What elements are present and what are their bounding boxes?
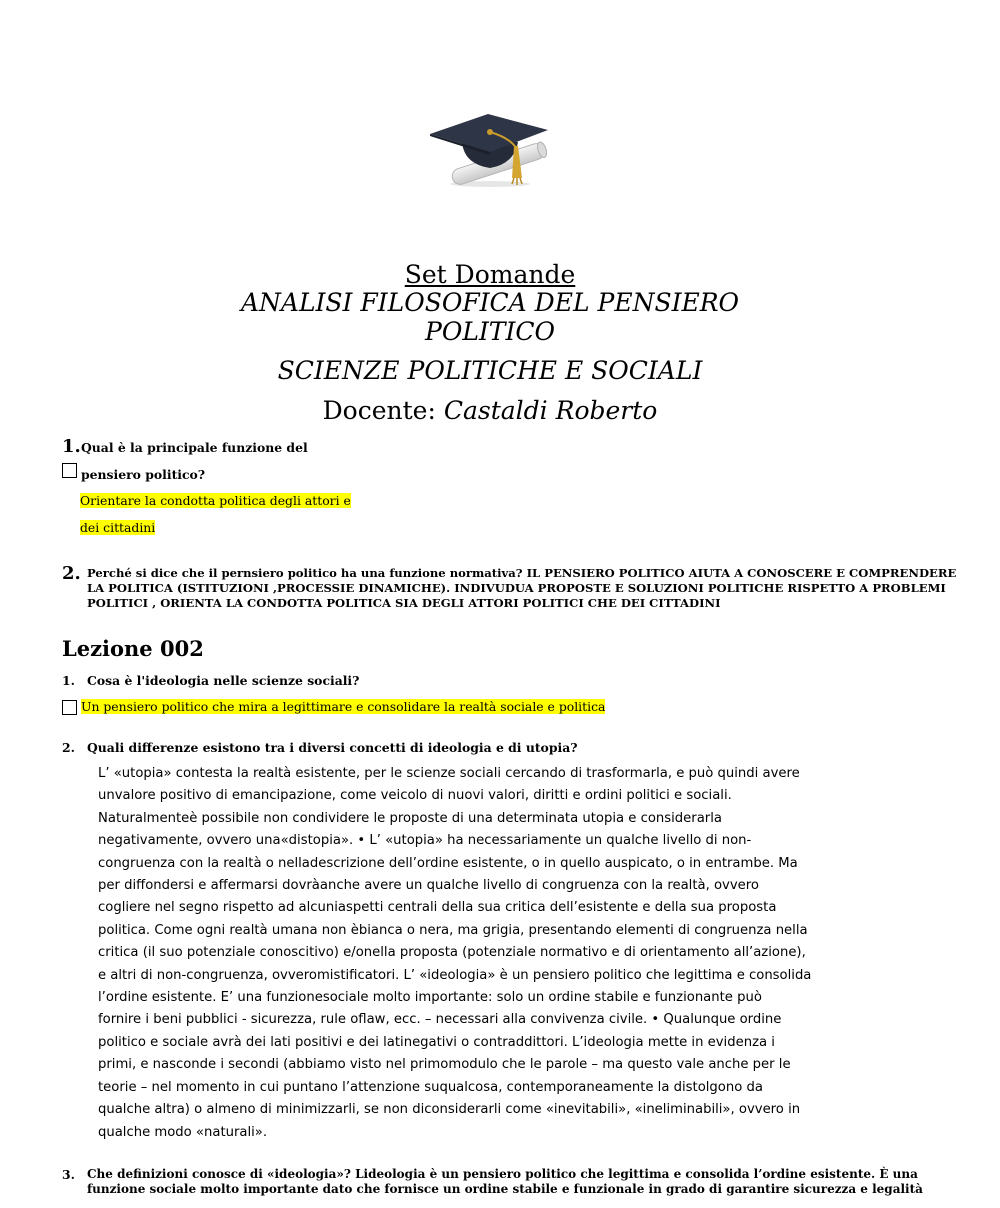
question-1-answer-line2: dei cittadini [80, 520, 156, 535]
lesson-question-3-text [87, 1167, 977, 1197]
lesson-question-1-answer: Un pensiero politico che mira a legittimare e consolidare la realtà sociale e politica [81, 699, 606, 714]
answer-line: negativamente, ovvero una«distopia». • L’ «utopia» ha necessariamente un qualche livello di non- [98, 833, 752, 849]
faculty-title: SCIENZE POLITICHE E SOCIALI [277, 356, 703, 385]
teacher-name: Castaldi Roberto [443, 396, 658, 425]
set-title: Set Domande [404, 260, 576, 289]
graduation-cap-icon [428, 108, 552, 188]
question-1-number: 1. [62, 436, 81, 457]
answer-line: critica (il suo potenziale conoscitivo) e/onella proposta (potenziale normativo e di orientamento all’azione), [98, 945, 806, 961]
answer-line: politico e sociale avrà dei lati positivi e dei latinegativi o contraddittori. L’ideologia mette in evidenza i [98, 1034, 775, 1050]
answer-line: politica. Come ogni realtà umana non èbianca o nera, ma grigia, presentando elementi di congruenza nella [98, 922, 808, 938]
question-2-text: Perché si dice che il pernsiero politico ha una funzione normativa? IL PENSIERO POLITICO AIUTA A CONOSCERE E COMPRENDERE LA POLITICA (ISTITUZIONI ,PROCESSIE DINAMICHE). INDIVUDUA PROPOSTE E SOLUZIONI POLITICHE RISPETTO A PROBLEMI POLITICI , ORIENTA LA CONDOTTA POLITICA SIA DEGLI ATTORI POLITICI CHE DEI CITTADINI [87, 566, 957, 610]
lesson-question-2-answer [98, 763, 858, 1144]
question-3-line2: funzione sociale molto importante dato che fornisce un ordine stabile e funzionale in grado di garantire sicurezza e legalità [87, 1182, 923, 1196]
answer-line: cogliere nel segno rispetto ad alcuniaspetti centrali della sua critica dell’esistente e della sua proposta [98, 900, 777, 916]
lesson-question-2-text: Quali differenze esistono tra i diversi concetti di ideologia e di utopia? [87, 740, 578, 755]
answer-line: Naturalmenteè possibile non condividere le proposte di una determinata utopia e considerarla [98, 810, 722, 826]
answer-line: qualche modo «naturali». [98, 1124, 268, 1140]
lesson-question-1-text: Cosa è l'ideologia nelle scienze sociali? [87, 673, 360, 688]
course-title [0, 288, 980, 346]
answer-line: per diffondersi e affermarsi dovràanche avere un qualche livello di congruenza con la realtà, ovvero [98, 878, 759, 894]
answer-line: l’ordine esistente. E’ una funzionesociale molto importante: solo un ordine stabile e funzionante può [98, 990, 762, 1006]
question-3-line1: Che definizioni conosce di «ideologia»? Lideologia è un pensiero politico che legittima e consolida l’ordine esistente. È una [87, 1167, 918, 1181]
answer-line: primi, e nasconde i secondi (abbiamo visto nel primomodulo che le parole – ma questo vale anche per le [98, 1057, 791, 1073]
lesson-question-2-number: 2. [62, 740, 75, 755]
lesson-question-1-number: 1. [62, 673, 75, 688]
answer-line: unvalore positivo di emancipazione, come veicolo di nuovi valori, diritti e ordini politici e sociali. [98, 788, 732, 804]
answer-line: teorie – nel momento in cui puntano l’attenzione suqualcosa, contemporaneamente la distolgono da [98, 1079, 763, 1095]
lesson-question-3-number: 3. [62, 1167, 75, 1182]
question-2-number: 2. [62, 563, 81, 584]
question-1-text-line1: Qual è la principale funzione del [81, 440, 308, 455]
question-1-text-line2: pensiero politico? [81, 467, 206, 482]
question-1-checkbox[interactable] [62, 463, 77, 478]
answer-line: fornire i beni pubblici - sicurezza, rule oflaw, ecc. – necessari alla convivenza civile. • Qualunque ordine [98, 1012, 782, 1028]
lesson-title: Lezione 002 [62, 636, 204, 661]
answer-line: L’ «utopia» contesta la realtà esistente, per le scienze sociali cercando di trasformarla, e può quindi avere [98, 766, 800, 781]
teacher-label: Docente: [322, 396, 436, 425]
answer-line: qualche altra) o almeno di minimizzarli, se non diconsiderarli come «inevitabili», «ineliminabili», ovvero in [98, 1102, 801, 1118]
teacher-line [0, 396, 980, 425]
course-title-line2: POLITICO [425, 317, 555, 346]
answer-line: congruenza con la realtà o nelladescrizione dell’ordine esistente, o in quello auspicato, o in entrambe. Ma [98, 855, 798, 871]
lesson-question-1-checkbox[interactable] [62, 700, 77, 715]
question-1-answer-line1: Orientare la condotta politica degli attori e [80, 493, 351, 508]
answer-line: e altri di non-congruenza, ovveromistificatori. L’ «ideologia» è un pensiero politico che legittima e consolida [98, 967, 812, 983]
course-title-line1: ANALISI FILOSOFICA DEL PENSIERO [240, 288, 740, 317]
